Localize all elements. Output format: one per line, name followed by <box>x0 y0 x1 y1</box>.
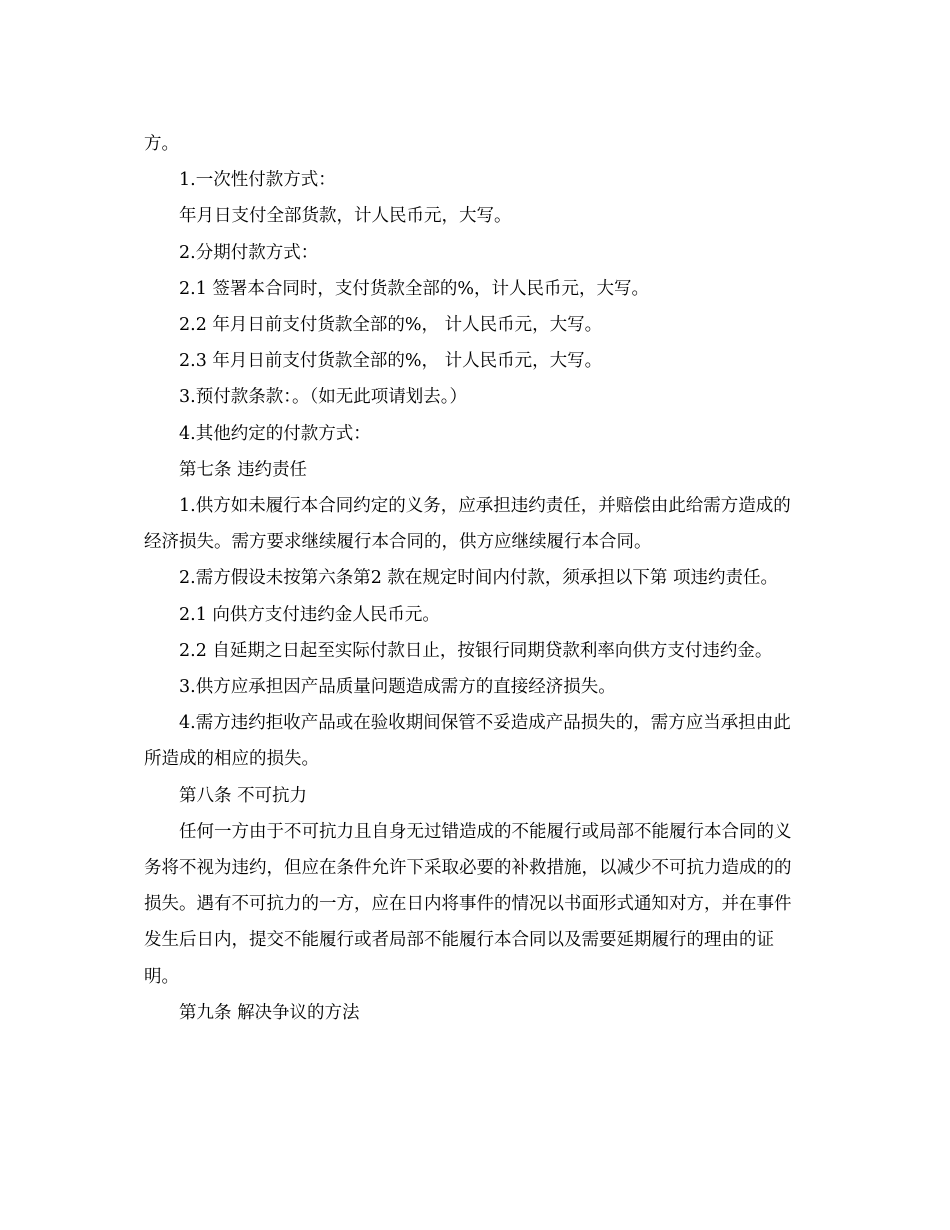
paragraph-prepayment-clause: 3.预付款条款：。（如无此项请划去。） <box>179 387 467 408</box>
paragraph-installment-2-1: 2.1 签署本合同时，支付货款全部的%，计人民币元，大写。 <box>179 278 650 299</box>
paragraph-installment-heading: 2.分期付款方式： <box>179 242 319 263</box>
paragraph-article-7-2-1: 2.1 向供方支付违约金人民币元。 <box>179 604 440 625</box>
paragraph-article-7-4: 4.需方违约拒收产品或在验收期间保管不妥造成产品损失的，需方应当承担由此所造成的相应的损失。 <box>144 713 791 770</box>
paragraph-article-8-body: 任何一方由于不可抗力且自身无过错造成的不能履行或局部不能履行本合同的义务将不视为违约，但应在条件允许下采取必要的补救措施，以减少不可抗力造成的的损失。遇有不可抗力的一方，应在日内将事件的情况以书面形式通知对方，并在事件发生后日内，提交不能履行或者局部不能履行本合同以及需要延期履行的理由的证明。 <box>144 821 792 987</box>
paragraph-article-7-2: 2.需方假设未按第六条第2 款在规定时间内付款，须承担以下第 项违约责任。 <box>179 568 778 589</box>
paragraph-installment-2-3: 2.3 年月日前支付货款全部的%， 计人民币元，大写。 <box>179 351 603 372</box>
paragraph-lump-sum-payment-heading: 1.一次性付款方式： <box>179 170 336 191</box>
document-body <box>144 126 804 1031</box>
paragraph-lump-sum-payment-detail: 年月日支付全部货款，计人民币元，大写。 <box>179 206 512 227</box>
section-heading-article-7: 第七条 违约责任 <box>179 459 308 480</box>
paragraph-continuation: 方。 <box>144 134 179 154</box>
paragraph-article-7-3: 3.供方应承担因产品质量问题造成需方的直接经济损失。 <box>179 677 616 698</box>
paragraph-other-payment: 4.其他约定的付款方式： <box>179 423 371 444</box>
section-heading-article-9: 第九条 解决争议的方法 <box>179 1002 360 1023</box>
paragraph-installment-2-2: 2.2 年月日前支付货款全部的%， 计人民币元，大写。 <box>179 315 603 336</box>
section-heading-article-8: 第八条 不可抗力 <box>179 785 308 806</box>
paragraph-article-7-2-2: 2.2 自延期之日起至实际付款日止，按银行同期贷款利率向供方支付违约金。 <box>179 640 773 661</box>
paragraph-article-7-1: 1.供方如未履行本合同约定的义务，应承担违约责任，并赔偿由此给需方造成的经济损失。需方要求继续履行本合同的，供方应继续履行本合同。 <box>144 496 791 553</box>
